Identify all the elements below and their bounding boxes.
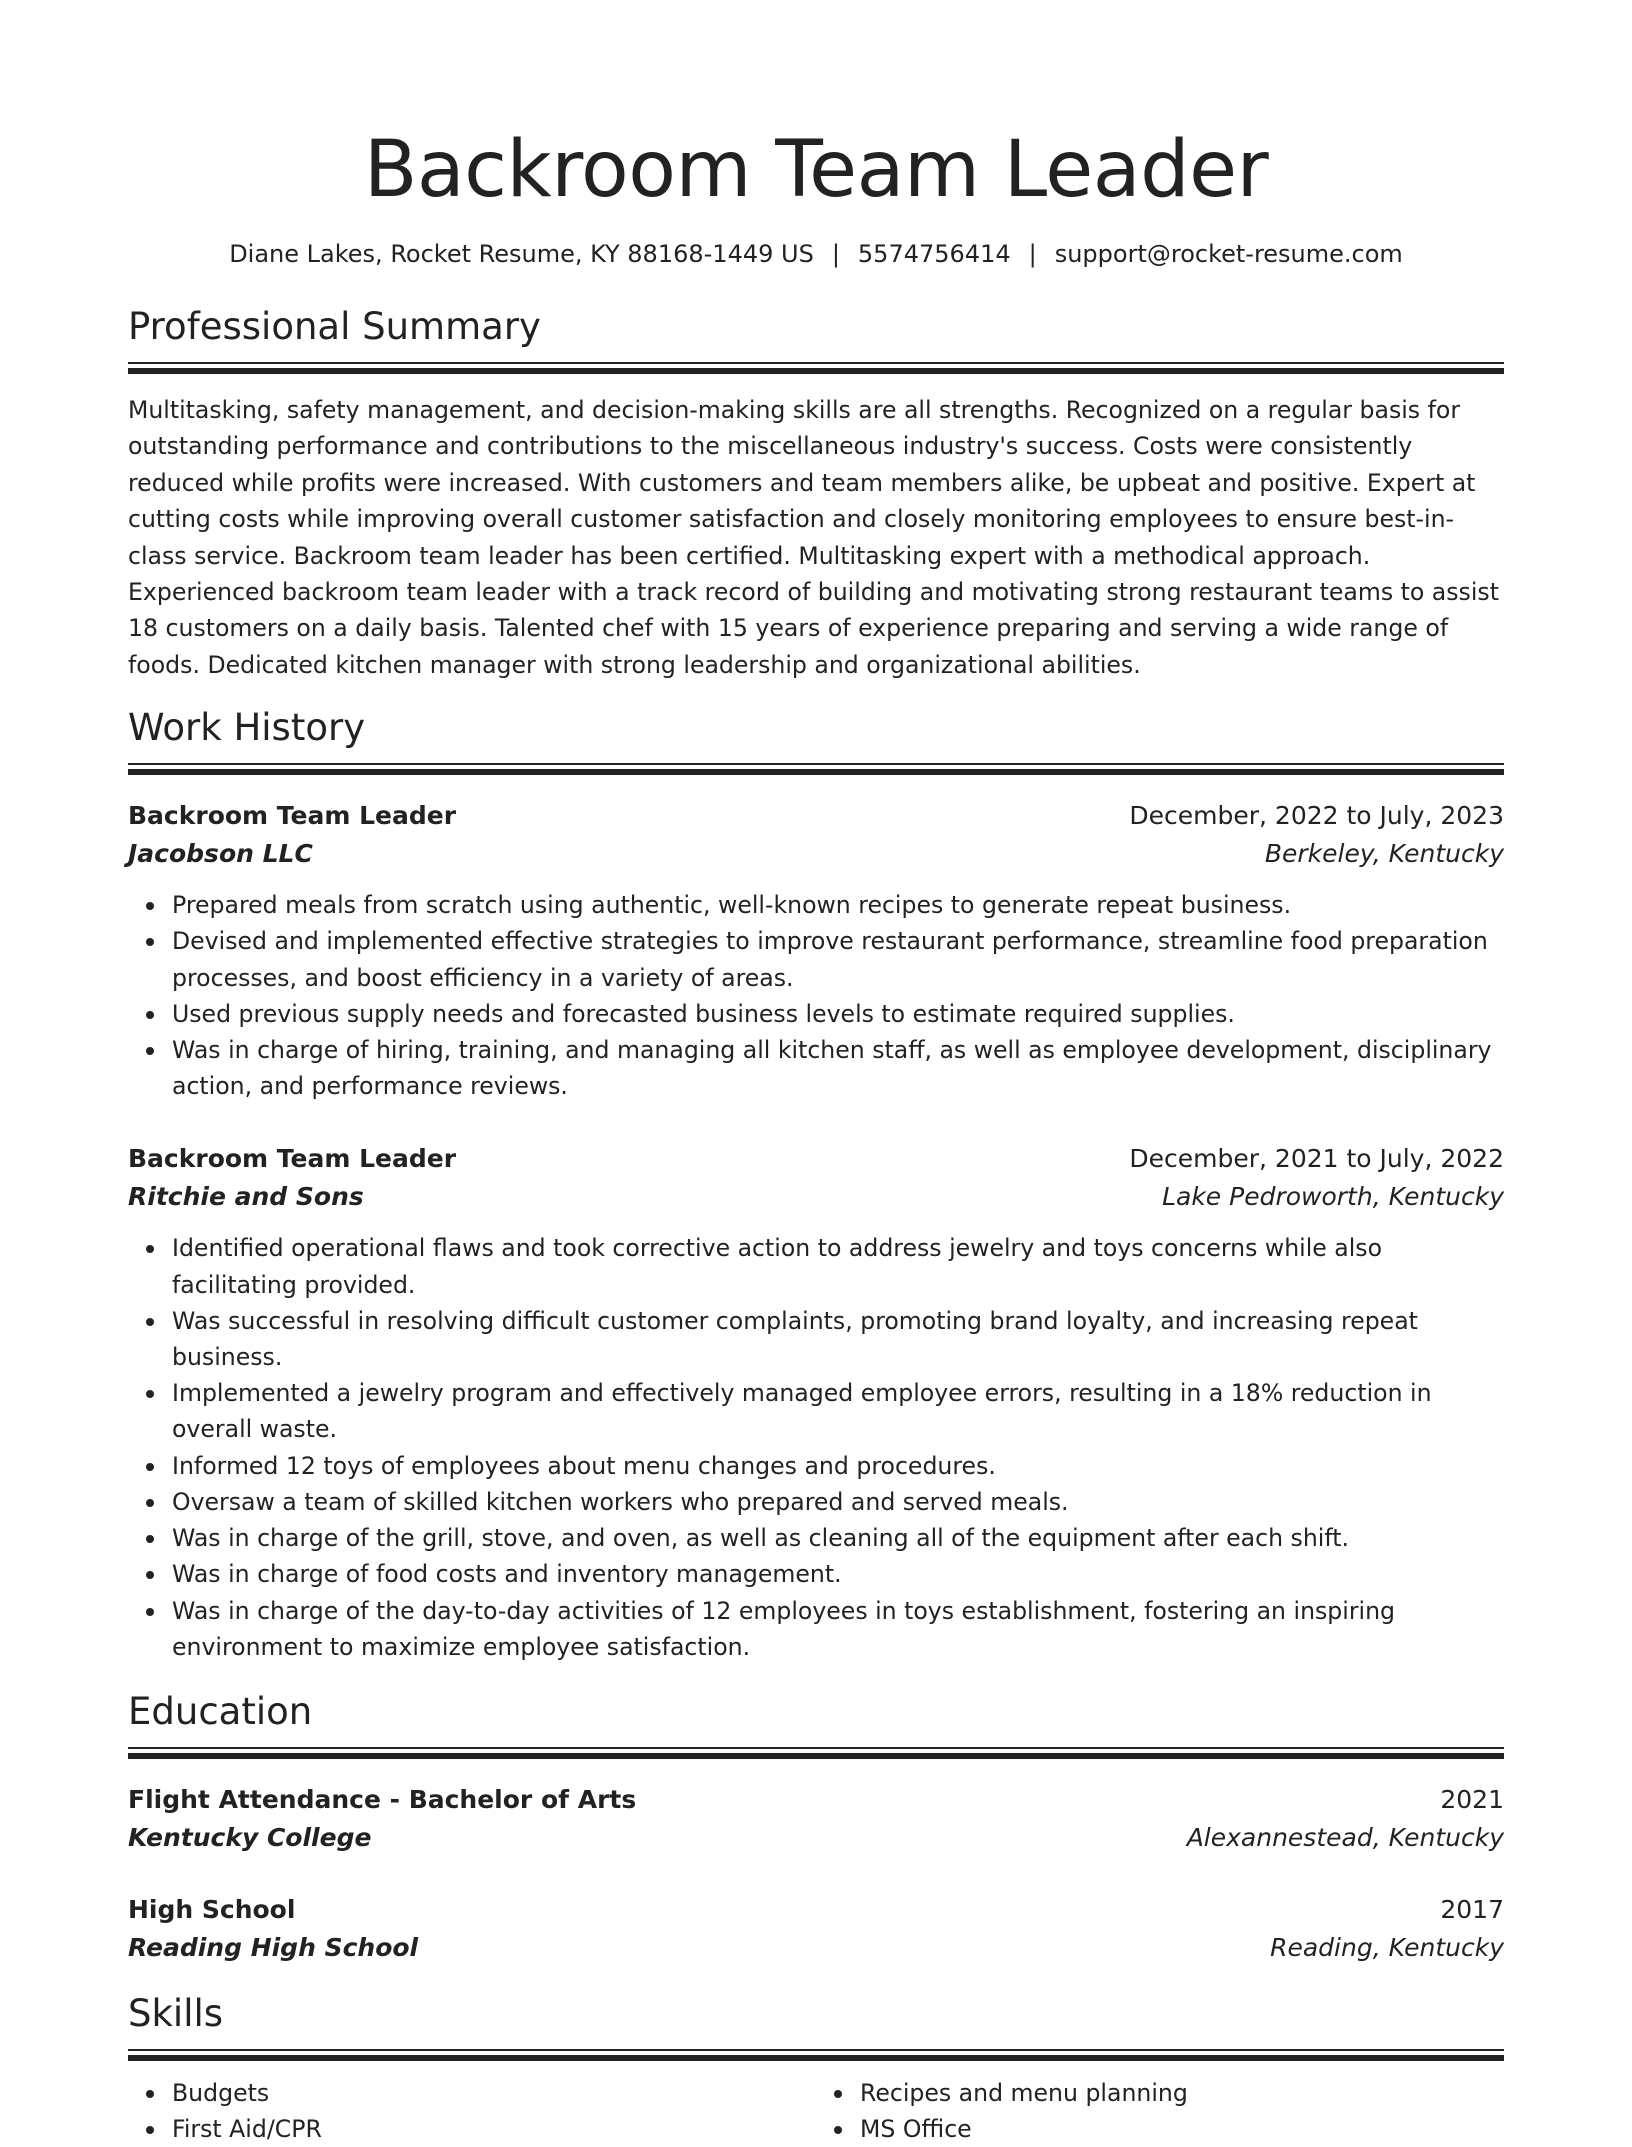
list-item: Prepared meals from scratch using authentic, well-known recipes to generate repeat business.: [172, 887, 1504, 923]
skills-section: [128, 1989, 1504, 2147]
education-entry: [128, 1781, 1504, 1857]
job-location: Lake Pedroworth, Kentucky: [1162, 1182, 1504, 1212]
summary-section: [128, 302, 1504, 683]
contact-email: support@rocket-resume.com: [1054, 240, 1403, 268]
contact-line: [128, 234, 1504, 274]
summary-text: Multitasking, safety management, and decision-making skills are all strengths. Recognized on a regular basis for outstanding performance and contributions to the miscellaneous industry's success. Costs were consistently reduced while profits were increased. With customers and team members alike, be upbeat and positive. Expert at cutting costs while improving overall customer satisfaction and closely monitoring employees to ensure best-in-class service. Backroom team leader has been certified. Multitasking expert with a methodical approach. Experienced backroom team leader with a track record of building and motivating strong restaurant teams to assist 18 customers on a daily basis. Talented chef with 15 years of experience preparing and serving a wide range of foods. Dedicated kitchen manager with strong leadership and organizational abilities.: [128, 396, 1499, 679]
education-section: [128, 1687, 1504, 1967]
education-year: 2021: [1440, 1784, 1504, 1814]
list-item: Informed 12 toys of employees about menu changes and procedures.: [172, 1448, 1504, 1484]
skills-list-left: [128, 2075, 816, 2147]
list-item: Identified operational flaws and took corrective action to address jewelry and toys concerns while also facilitating provided.: [172, 1230, 1504, 1302]
list-item: Implemented a jewelry program and effectively managed employee errors, resulting in a 18% reduction in overall waste.: [172, 1375, 1504, 1447]
list-item: Was in charge of the grill, stove, and oven, as well as cleaning all of the equipment after each shift.: [172, 1520, 1504, 1556]
education-degree: High School: [128, 1894, 296, 1924]
job-dates: December, 2022 to July, 2023: [1129, 801, 1504, 831]
education-entry: [128, 1891, 1504, 1967]
section-heading: Education: [128, 1689, 313, 1733]
section-heading: Skills: [128, 1991, 224, 2035]
section-heading: Professional Summary: [128, 305, 541, 348]
education-school: Reading High School: [128, 1932, 419, 1962]
section-divider: [128, 2049, 1504, 2061]
list-item: Oversaw a team of skilled kitchen workers who prepared and served meals.: [172, 1484, 1504, 1520]
education-location: Alexannestead, Kentucky: [1186, 1822, 1504, 1852]
contact-address: Diane Lakes, Rocket Resume, KY 88168-1449 US: [229, 240, 814, 268]
list-item: MS Office: [860, 2111, 1504, 2147]
list-item: Devised and implemented effective strategies to improve restaurant performance, streamline food preparation processes, and boost efficiency in a variety of areas.: [172, 923, 1504, 995]
job-company: Jacobson LLC: [128, 839, 313, 869]
job-company: Ritchie and Sons: [128, 1182, 364, 1212]
job-dates: December, 2021 to July, 2022: [1129, 1144, 1504, 1174]
job-entry: [128, 1140, 1504, 1664]
section-heading: Work History: [128, 706, 366, 750]
section-divider: [128, 1747, 1504, 1759]
section-divider: [128, 362, 1504, 374]
list-item: Budgets: [172, 2075, 816, 2111]
education-year: 2017: [1440, 1894, 1504, 1924]
education-degree: Flight Attendance - Bachelor of Arts: [128, 1784, 637, 1814]
job-location: Berkeley, Kentucky: [1264, 839, 1504, 869]
education-location: Reading, Kentucky: [1270, 1932, 1504, 1962]
list-item: Was in charge of hiring, training, and managing all kitchen staff, as well as employee development, disciplinary action, and performance reviews.: [172, 1032, 1504, 1104]
job-title: Backroom Team Leader: [128, 801, 457, 831]
job-bullets: [128, 1230, 1504, 1664]
skills-grid: [128, 2075, 1504, 2147]
section-divider: [128, 763, 1504, 775]
list-item: Was in charge of the day-to-day activities of 12 employees in toys establishment, fostering an inspiring environment to maximize employee satisfaction.: [172, 1593, 1504, 1665]
work-history-section: [128, 703, 1504, 1665]
contact-phone: 5574756414: [857, 240, 1011, 268]
list-item: Used previous supply needs and forecasted business levels to estimate required supplies.: [172, 996, 1504, 1032]
job-bullets: [128, 887, 1504, 1104]
list-item: Was successful in resolving difficult customer complaints, promoting brand loyalty, and increasing repeat business.: [172, 1303, 1504, 1375]
job-title: Backroom Team Leader: [128, 1144, 457, 1174]
contact-separator: |: [1028, 240, 1037, 268]
skills-list-right: [816, 2075, 1504, 2147]
list-item: Recipes and menu planning: [860, 2075, 1504, 2111]
contact-separator: |: [831, 240, 840, 268]
page-title: Backroom Team Leader: [363, 125, 1269, 215]
list-item: First Aid/CPR: [172, 2111, 816, 2147]
education-school: Kentucky College: [128, 1822, 372, 1852]
list-item: Was in charge of food costs and inventory management.: [172, 1556, 1504, 1592]
job-entry: [128, 797, 1504, 1104]
